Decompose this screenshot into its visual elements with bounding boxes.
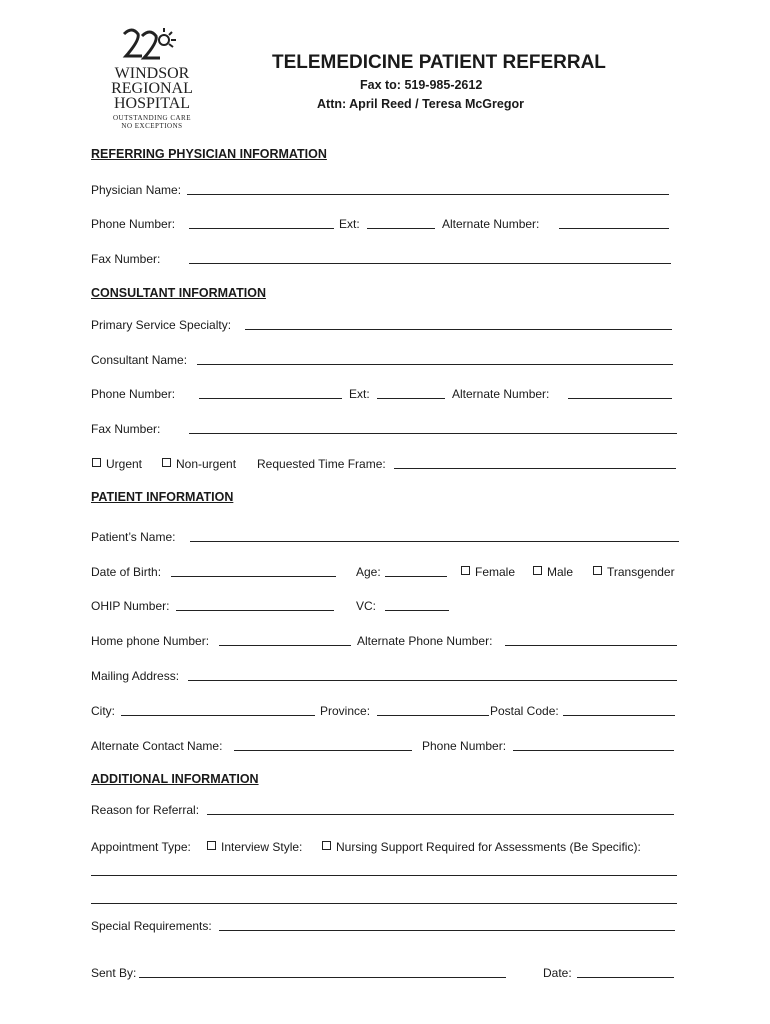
physician-fax-field[interactable] bbox=[189, 263, 671, 264]
logo-line-hospital: HOSPITAL bbox=[113, 95, 191, 112]
physician-ext-field[interactable] bbox=[367, 228, 435, 229]
consultant-fax-row bbox=[91, 420, 681, 438]
patient-name-field[interactable] bbox=[190, 541, 679, 542]
non-urgent-label: Non-urgent bbox=[176, 457, 237, 471]
transgender-label: Transgender bbox=[607, 565, 675, 579]
consultant-ext-field[interactable] bbox=[377, 398, 445, 399]
mailing-address-row bbox=[91, 667, 681, 685]
physician-fax-label: Fax Number: bbox=[91, 252, 161, 266]
sent-by-row bbox=[91, 964, 681, 982]
urgent-label: Urgent bbox=[106, 457, 143, 471]
consultant-name-label: Consultant Name: bbox=[91, 353, 188, 367]
alt-phone-field[interactable] bbox=[505, 645, 677, 646]
home-phone-field[interactable] bbox=[219, 645, 351, 646]
patient-heading: PATIENT INFORMATION bbox=[91, 490, 234, 504]
age-label: Age: bbox=[356, 565, 381, 579]
sunrise-logo-icon bbox=[118, 26, 188, 66]
mailing-address-field[interactable] bbox=[188, 680, 677, 681]
physician-name-row bbox=[91, 181, 681, 199]
specialty-field[interactable] bbox=[245, 329, 672, 330]
alt-contact-phone-field[interactable] bbox=[513, 750, 674, 751]
consultant-alt-number-field[interactable] bbox=[568, 398, 672, 399]
nursing-details-line-1[interactable] bbox=[91, 875, 677, 876]
province-label: Province: bbox=[320, 704, 371, 718]
city-row bbox=[91, 702, 681, 720]
ohip-label: OHIP Number: bbox=[91, 599, 170, 613]
nursing-details-line-2[interactable] bbox=[91, 903, 677, 904]
referring-physician-heading: REFERRING PHYSICIAN INFORMATION bbox=[91, 147, 327, 161]
consultant-fax-label: Fax Number: bbox=[91, 422, 161, 436]
ohip-field[interactable] bbox=[176, 610, 334, 611]
consultant-name-row bbox=[91, 351, 681, 369]
specialty-row bbox=[91, 316, 681, 334]
reason-field[interactable] bbox=[207, 814, 674, 815]
dob-label: Date of Birth: bbox=[91, 565, 162, 579]
additional-heading: ADDITIONAL INFORMATION bbox=[91, 772, 259, 786]
city-label: City: bbox=[91, 704, 115, 718]
nursing-support-checkbox[interactable] bbox=[322, 841, 331, 850]
hospital-logo bbox=[104, 26, 200, 134]
male-checkbox[interactable] bbox=[533, 566, 542, 575]
physician-name-field[interactable] bbox=[187, 194, 669, 195]
sent-by-label: Sent By: bbox=[91, 966, 137, 980]
nursing-details-line-2-row bbox=[91, 890, 681, 908]
consultant-ext-label: Ext: bbox=[349, 387, 370, 401]
alt-contact-phone-label: Phone Number: bbox=[422, 739, 507, 753]
city-field[interactable] bbox=[121, 715, 315, 716]
dob-row bbox=[91, 563, 691, 581]
consultant-heading: CONSULTANT INFORMATION bbox=[91, 286, 266, 300]
male-label: Male bbox=[547, 565, 574, 579]
mailing-address-label: Mailing Address: bbox=[91, 669, 180, 683]
date-label: Date: bbox=[543, 966, 572, 980]
interview-style-label: Interview Style: bbox=[221, 840, 303, 854]
physician-fax-row bbox=[91, 250, 681, 268]
province-field[interactable] bbox=[377, 715, 489, 716]
alt-contact-field[interactable] bbox=[234, 750, 412, 751]
alt-phone-label: Alternate Phone Number: bbox=[357, 634, 493, 648]
specialty-label: Primary Service Specialty: bbox=[91, 318, 232, 332]
female-checkbox[interactable] bbox=[461, 566, 470, 575]
special-requirements-row bbox=[91, 917, 681, 935]
alt-contact-row bbox=[91, 737, 681, 755]
ohip-row bbox=[91, 597, 681, 615]
urgent-checkbox[interactable] bbox=[92, 458, 101, 467]
special-requirements-label: Special Requirements: bbox=[91, 919, 212, 933]
postal-code-label: Postal Code: bbox=[490, 704, 559, 718]
patient-name-row bbox=[91, 528, 683, 546]
fax-line: Fax to: 519-985-2612 bbox=[360, 78, 483, 92]
nursing-support-label: Nursing Support Required for Assessments (Be Specific): bbox=[336, 840, 641, 854]
dob-field[interactable] bbox=[171, 576, 336, 577]
physician-alt-number-label: Alternate Number: bbox=[442, 217, 540, 231]
home-phone-label: Home phone Number: bbox=[91, 634, 210, 648]
interview-style-checkbox[interactable] bbox=[207, 841, 216, 850]
appointment-type-row bbox=[91, 838, 681, 856]
date-field[interactable] bbox=[577, 977, 674, 978]
physician-name-label: Physician Name: bbox=[91, 183, 182, 197]
physician-phone-field[interactable] bbox=[189, 228, 334, 229]
non-urgent-checkbox[interactable] bbox=[162, 458, 171, 467]
home-phone-row bbox=[91, 632, 681, 650]
physician-ext-label: Ext: bbox=[339, 217, 360, 231]
vc-field[interactable] bbox=[385, 610, 449, 611]
female-label: Female bbox=[475, 565, 516, 579]
consultant-name-field[interactable] bbox=[197, 364, 673, 365]
appointment-type-label: Appointment Type: bbox=[91, 840, 191, 854]
urgency-row bbox=[91, 455, 681, 473]
consultant-phone-label: Phone Number: bbox=[91, 387, 176, 401]
age-field[interactable] bbox=[385, 576, 447, 577]
consultant-fax-field[interactable] bbox=[189, 433, 677, 434]
special-requirements-field[interactable] bbox=[219, 930, 675, 931]
nursing-details-line-1-row bbox=[91, 862, 681, 880]
reason-row bbox=[91, 801, 681, 819]
logo-tagline-2: NO EXCEPTIONS bbox=[121, 122, 183, 130]
patient-name-label: Patient’s Name: bbox=[91, 530, 176, 544]
physician-phone-row bbox=[91, 215, 681, 233]
transgender-checkbox[interactable] bbox=[593, 566, 602, 575]
requested-time-frame-label: Requested Time Frame: bbox=[257, 457, 386, 471]
form-title: TELEMEDICINE PATIENT REFERRAL bbox=[272, 52, 606, 73]
vc-label: VC: bbox=[356, 599, 377, 613]
logo-line-windsor: WINDSOR bbox=[114, 65, 190, 82]
consultant-phone-field[interactable] bbox=[199, 398, 342, 399]
consultant-phone-row bbox=[91, 385, 681, 403]
logo-line-regional: REGIONAL bbox=[111, 80, 193, 97]
postal-code-field[interactable] bbox=[563, 715, 675, 716]
alt-contact-label: Alternate Contact Name: bbox=[91, 739, 223, 753]
physician-alt-number-field[interactable] bbox=[559, 228, 669, 229]
attn-line: Attn: April Reed / Teresa McGregor bbox=[317, 97, 524, 111]
sent-by-field[interactable] bbox=[139, 977, 506, 978]
logo-tagline-1: OUTSTANDING CARE bbox=[112, 114, 192, 122]
requested-time-frame-field[interactable] bbox=[394, 468, 676, 469]
reason-label: Reason for Referral: bbox=[91, 803, 200, 817]
physician-phone-label: Phone Number: bbox=[91, 217, 176, 231]
consultant-alt-number-label: Alternate Number: bbox=[452, 387, 550, 401]
